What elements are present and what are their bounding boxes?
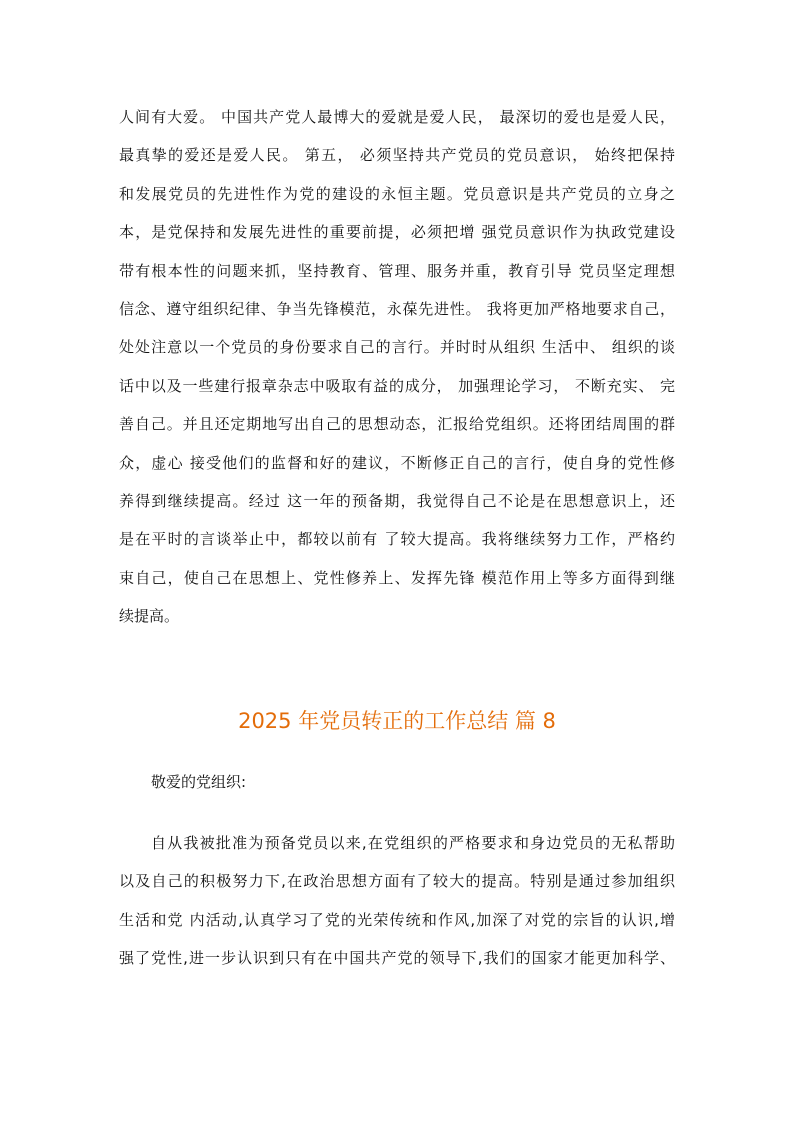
paragraph-line: 话中以及一些建行报章杂志中吸取有益的成分， 加强理论学习， 不断充实、 完 [119, 376, 675, 395]
paragraph-line: 带有根本性的问题来抓，坚持教育、管理、服务并重，教育引导 党员坚定理想 [119, 261, 675, 280]
paragraph-line: 和发展党员的先进性作为党的建设的永恒主题。党员意识是共产党员的立身之 [119, 184, 675, 203]
paragraph-line: 是在平时的言谈举止中，都较以前有 了较大提高。我将继续努力工作，严格约 [119, 530, 675, 549]
section-heading: 2025 年党员转正的工作总结 篇 8 [238, 709, 556, 733]
body-paragraph-2 [119, 824, 675, 978]
paragraph-line: 人间有大爱。 中国共产党人最博大的爱就是爱人民， 最深切的爱也是爱人民， [119, 108, 675, 126]
paragraph-line: 养得到继续提高。经过 这一年的预备期，我觉得自己不论是在思想意识上，还 [119, 492, 675, 511]
paragraph-line: 处处注意以一个党员的身份要求自己的言行。并时时从组织 生活中、 组织的谈 [119, 338, 675, 357]
paragraph-line: 续提高。 [119, 607, 180, 626]
paragraph-line: 善自己。并且还定期地写出自己的思想动态，汇报给党组织。还将团结周围的群 [119, 415, 675, 434]
paragraph-line: 最真挚的爱还是爱人民。 第五， 必须坚持共产党员的党员意识， 始终把保持 [119, 146, 675, 165]
paragraph-line: 众，虚心 接受他们的监督和好的建议，不断修正自己的言行，使自身的党性修 [119, 453, 675, 472]
paragraph-line: 生活和党 内活动,认真学习了党的光荣传统和作风,加深了对党的宗旨的认识,增 [119, 910, 675, 929]
paragraph-line: 束自己，使自己在思想上、党性修养上、发挥先锋 模范作用上等多方面得到继 [119, 568, 675, 587]
salutation-text: 敬爱的党组织: [151, 773, 247, 791]
paragraph-line: 本，是党保持和发展先进性的重要前提，必须把增 强党员意识作为执政党建设 [119, 223, 675, 242]
salutation [119, 763, 675, 801]
paragraph-line: 强了党性,进一步认识到只有在中国共产党的领导下,我们的国家才能更加科学、 [119, 949, 675, 968]
paragraph-line: 以及自己的积极努力下,在政治思想方面有了较大的提高。特别是通过参加组织 [119, 872, 675, 891]
body-paragraph-1 [119, 98, 675, 636]
paragraph-line: 信念、遵守组织纪律、争当先锋模范，永葆先进性。 我将更加严格地要求自己， [119, 300, 675, 319]
paragraph-line: 自从我被批准为预备党员以来,在党组织的严格要求和身边党员的无私帮助 [151, 834, 675, 852]
